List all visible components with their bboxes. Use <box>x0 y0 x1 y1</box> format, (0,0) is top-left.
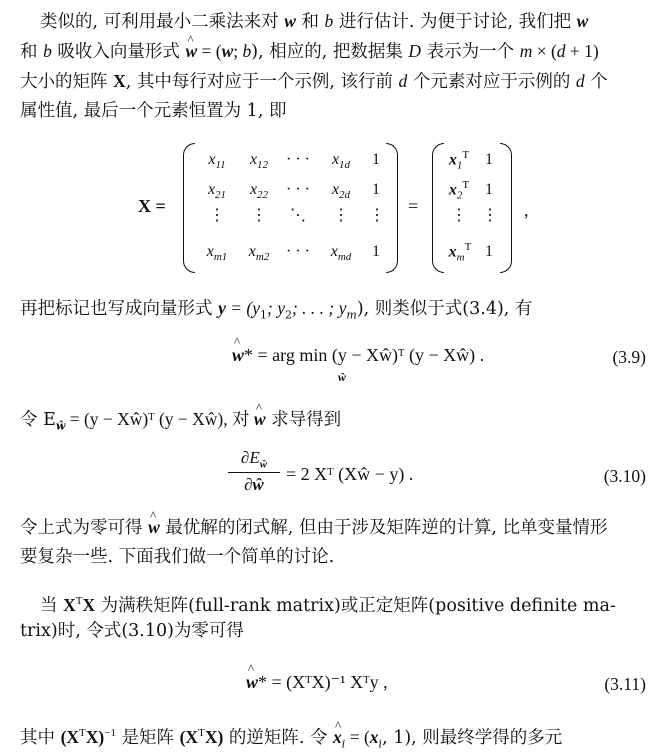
fraction-denominator: ∂ŵ <box>244 475 264 495</box>
eq-number-3-10: (3.10) <box>603 466 646 486</box>
cell-dots: · · · <box>286 151 310 168</box>
symbol-w: w <box>221 41 234 61</box>
right-paren <box>500 143 512 273</box>
text: + 1) <box>565 41 599 61</box>
cell-x11: $x_{11}$ <box>208 151 226 172</box>
text: 表示为一个 <box>421 42 520 62</box>
text: 和 <box>295 12 325 32</box>
cell-x12: $x_{12}$ <box>249 151 269 172</box>
text: ; <box>233 41 243 61</box>
cell-dots: · · · <box>286 243 310 260</box>
symbol-m: m <box>519 41 533 61</box>
text: 最优解的闭式解, 但由于涉及矩阵逆的计算, 比单变量情形 <box>159 518 608 538</box>
symbol-w-hat: ^ w <box>246 672 258 693</box>
equation-3-10-rhs: = 2 Xᵀ (Xŵ − y) . <box>286 464 414 484</box>
eq-text: * = (XᵀX)⁻¹ Xᵀy , <box>258 672 388 692</box>
fraction <box>228 448 280 495</box>
symbol-y: y <box>218 298 226 318</box>
cell-dots: · · · <box>286 181 310 198</box>
symbol-b: b <box>43 41 52 61</box>
symbol-w-hat: ^ w <box>254 408 266 430</box>
eq-number-3-11: (3.11) <box>604 674 646 694</box>
text: 是矩阵 <box>115 727 180 748</box>
symbol-x: x <box>369 726 379 747</box>
para6-line: 其中 $(X^TX)^{-1}$ 是矩阵 $(X^TX)$ 的逆矩阵. 令 ^ $x_i = (x_i$, 1), 则最终学得的多元 <box>20 722 562 755</box>
symbol-X: X <box>113 71 126 91</box>
cell-x1T: $x_1^T$ <box>448 149 470 172</box>
symbol-w-hat: ^ w <box>148 516 160 538</box>
para5-line1: 当 $X^TX$ 为满秩矩阵(full-rank matrix)或正定矩阵(positive definite ma- <box>40 594 616 616</box>
text: = ( <box>345 726 370 747</box>
text: 进行估计. 为便于讨论, 我们把 <box>333 12 577 32</box>
argmin-subscript: ŵ <box>338 370 347 384</box>
symbol-d: d <box>398 71 408 91</box>
cell-one: 1 <box>485 243 493 260</box>
text: 再把标记也写成向量形式 <box>20 299 219 319</box>
cell-vdots: ⋮ <box>482 207 498 224</box>
eq-number-3-9: (3.9) <box>612 347 646 367</box>
cell-one: 1 <box>485 181 493 198</box>
cell-vdots: ⋮ <box>251 207 267 224</box>
cell-one: 1 <box>372 181 380 198</box>
cell-x2d: $x_{2d}$ <box>331 181 351 202</box>
text: 的逆矩阵. 令 <box>223 727 334 748</box>
cell-x21: $x_{21}$ <box>207 181 227 202</box>
text: 吸收入向量形式 <box>51 42 186 62</box>
text: ; . . . ; y <box>291 298 347 318</box>
symbol-w-hat: ^ w <box>232 345 244 366</box>
equation-3-11 <box>246 672 388 693</box>
cell-xmd: $x_{md}$ <box>330 243 352 264</box>
cell-vdots: ⋮ <box>333 207 349 224</box>
cell-x2T: $x_2^T$ <box>448 179 470 202</box>
equation-3-9 <box>232 345 484 366</box>
text: = ( <box>197 41 222 61</box>
para4-line1 <box>20 516 608 539</box>
para1-line3 <box>20 70 608 93</box>
right-paren <box>386 143 398 273</box>
text: 和 <box>20 42 44 62</box>
text: = (y − Xŵ)ᵀ (y − Xŵ), 对 <box>65 409 254 429</box>
para2-line: 再把标记也写成向量形式 $y = (y_1$; $y_2$; . . . ; $y_m$), 则类似于式(3.4), 有 <box>20 298 533 322</box>
cell-vdots: ⋮ <box>451 207 467 224</box>
matrix-rows <box>432 143 512 273</box>
left-paren <box>432 143 444 273</box>
symbol-w: w <box>284 11 296 31</box>
matrix-X <box>183 143 398 273</box>
text: 个元素对应于示例的 <box>407 72 576 92</box>
symbol-d: d <box>556 41 566 61</box>
cell-vdots: ⋮ <box>209 207 225 224</box>
symbol-w: w <box>576 11 589 31</box>
matrix-trailing-comma: , <box>524 200 529 220</box>
cell-one: 1 <box>372 243 380 260</box>
text: ; y <box>267 298 285 318</box>
matrix-lhs: X = <box>138 196 166 216</box>
symbol-b: b <box>242 41 252 61</box>
left-paren <box>183 143 195 273</box>
text: = (y <box>225 298 260 318</box>
text: 令上式为零可得 <box>20 518 149 538</box>
text: 大小的矩阵 <box>20 72 114 92</box>
text: 个 <box>584 72 608 92</box>
cell-xm2: $x_{m2}$ <box>248 243 270 264</box>
cell-vdots: ⋮ <box>369 207 385 224</box>
text: 当 <box>40 595 64 616</box>
symbol-b: b <box>324 11 334 31</box>
text: 其中 <box>20 727 61 748</box>
eq-text: * = arg min (y − Xŵ)ᵀ (y − Xŵ) . <box>244 345 485 365</box>
cell-one: 1 <box>485 151 493 168</box>
para5-line2: trix)时, 令式(3.10)为零可得 <box>20 621 244 641</box>
cell-ddots: ⋱ <box>290 207 306 224</box>
symbol-x-hat: ^ x <box>333 726 342 748</box>
symbol-w-hat: ^ w <box>185 40 197 62</box>
matrix-equals: = <box>408 196 419 216</box>
para4-line2: 要复杂一些. 下面我们做一个简单的讨论. <box>20 547 335 567</box>
text: × ( <box>532 41 557 61</box>
para1-line2 <box>20 40 599 63</box>
cell-one: 1 <box>372 151 380 168</box>
text: 类似的, 可利用最小二乘法来对 <box>40 12 285 32</box>
text: 令 E <box>20 410 56 430</box>
cell-xmT: $x_m^T$ <box>448 241 472 264</box>
text: ), 则类似于式(3.4), 有 <box>356 299 533 319</box>
text: ), 相应的, 把数据集 <box>251 42 409 62</box>
cell-xm1: $x_{m1}$ <box>206 243 228 264</box>
symbol-d: d <box>575 71 585 91</box>
para1-line1 <box>40 10 588 33</box>
text: , 其中每行对应于一个示例, 该行前 <box>125 72 399 92</box>
symbol-D: D <box>408 41 422 61</box>
fraction-numerator: $\partial E_ŵ$ <box>228 448 280 473</box>
cell-x1d: $x_{1d}$ <box>331 151 351 172</box>
text: , 1), 则最终学得的多元 <box>382 727 563 748</box>
para1-line4: 属性值, 最后一个元素恒置为 1, 即 <box>20 101 287 121</box>
text: 求导得到 <box>265 410 342 430</box>
para3-line: 令 $E_ŵ = (y$ − Xŵ)ᵀ (y − Xŵ), 对 ^ w 求导得到 <box>20 408 341 438</box>
cell-x22: $x_{22}$ <box>249 181 269 202</box>
text: 为满秩矩阵(full-rank matrix)或正定矩阵(positive definite ma- <box>95 595 616 616</box>
